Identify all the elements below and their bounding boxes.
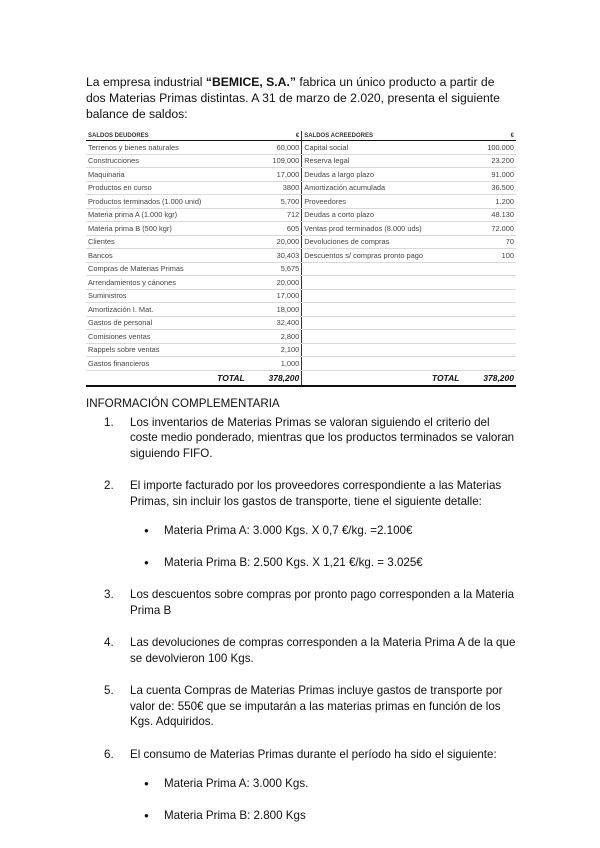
- debit-account: Comisiones ventas: [86, 330, 247, 344]
- bullet-list: [130, 776, 516, 823]
- credit-amount: [461, 357, 516, 371]
- item-text: El consumo de Materias Primas durante el período ha sido el siguiente:: [130, 747, 497, 761]
- intro-paragraph: [86, 74, 516, 122]
- debit-amount: 605: [247, 222, 302, 236]
- bullet-list: [130, 523, 516, 570]
- header-credit-unit: €: [461, 131, 516, 141]
- table-row: [86, 343, 516, 357]
- credit-amount: 48.130: [461, 208, 516, 222]
- info-item: [104, 587, 516, 618]
- total-label-credit: TOTAL: [302, 370, 462, 386]
- table-row: [86, 262, 516, 276]
- info-item: [104, 747, 516, 824]
- item-number: 6.: [104, 747, 114, 761]
- debit-amount: 30,403: [247, 249, 302, 263]
- credit-account: [302, 357, 462, 371]
- credit-account: Capital social: [302, 141, 462, 155]
- debit-amount: 3800: [247, 181, 302, 195]
- intro-post: fabrica un único producto a partir de dos Materias Primas distintas. A 31 de marzo de 2.020, presenta el siguiente balance de saldos:: [86, 75, 500, 121]
- table-header-row: [86, 131, 516, 141]
- bullet-item: ● Materia Prima A: 3.000 Kgs.: [164, 776, 516, 792]
- credit-account: [302, 289, 462, 303]
- debit-amount: 17,000: [247, 168, 302, 182]
- debit-account: Gastos de personal: [86, 316, 247, 330]
- credit-amount: [461, 343, 516, 357]
- table-row: [86, 357, 516, 371]
- table-row: [86, 154, 516, 168]
- credit-account: Devoluciones de compras: [302, 235, 462, 249]
- debit-account: Productos terminados (1.000 unid): [86, 195, 247, 209]
- header-debit: SALDOS DEUDORES: [86, 131, 247, 141]
- info-item: [104, 415, 516, 462]
- item-text: Las devoluciones de compras corresponden a la Materia Prima A de la que se devolvieron 100 Kgs.: [130, 636, 516, 665]
- credit-account: [302, 343, 462, 357]
- total-row: [86, 370, 516, 386]
- debit-amount: 712: [247, 208, 302, 222]
- table-row: [86, 330, 516, 344]
- debit-account: Compras de Materias Primas: [86, 262, 247, 276]
- company-name: “BEMICE, S.A.”: [205, 75, 296, 89]
- table-row: [86, 276, 516, 290]
- debit-account: Materia prima B (500 kgr): [86, 222, 247, 236]
- item-number: 2.: [104, 479, 114, 492]
- intro-pre: La empresa industrial: [86, 75, 206, 89]
- complementary-info: [86, 396, 516, 840]
- total-credit: 378,200: [461, 370, 516, 386]
- item-number: 1.: [104, 415, 114, 429]
- debit-amount: 32,400: [247, 316, 302, 330]
- credit-amount: [461, 303, 516, 317]
- table-row: [86, 235, 516, 249]
- table-row: [86, 141, 516, 155]
- bullet-item: ● Materia Prima B: 2.800 Kgs: [164, 808, 516, 824]
- credit-amount: 100: [461, 249, 516, 263]
- header-credit: SALDOS ACREEDORES: [302, 131, 462, 141]
- item-number: 3.: [104, 588, 114, 601]
- credit-amount: [461, 262, 516, 276]
- credit-account: Deudas a largo plazo: [302, 168, 462, 182]
- credit-amount: 72.000: [461, 222, 516, 236]
- info-list: [86, 415, 516, 824]
- credit-account: [302, 276, 462, 290]
- balance-table: [86, 131, 516, 387]
- table-row: [86, 303, 516, 317]
- debit-account: Clientes: [86, 235, 247, 249]
- credit-amount: 91.000: [461, 168, 516, 182]
- bullet-item: ● Materia Prima A: 3.000 Kgs. X 0,7 €/kg. =2.100€: [164, 523, 516, 539]
- total-label-debit: TOTAL: [86, 370, 247, 386]
- item-number: 4.: [104, 636, 114, 649]
- info-title: INFORMACIÓN COMPLEMENTARIA: [86, 397, 280, 410]
- debit-account: Amortización I. Mat.: [86, 303, 247, 317]
- credit-amount: [461, 276, 516, 290]
- debit-account: Maquinaria: [86, 168, 247, 182]
- debit-amount: 2,800: [247, 330, 302, 344]
- credit-account: Amortización acumulada: [302, 181, 462, 195]
- credit-account: Reserva legal: [302, 154, 462, 168]
- credit-amount: 100.000: [461, 141, 516, 155]
- debit-amount: 1,000: [247, 357, 302, 371]
- debit-amount: 17,000: [247, 289, 302, 303]
- credit-amount: [461, 316, 516, 330]
- credit-amount: 36.500: [461, 181, 516, 195]
- debit-account: Suministros: [86, 289, 247, 303]
- credit-account: Ventas prod terminados (8.000 uds): [302, 222, 462, 236]
- table-row: [86, 195, 516, 209]
- total-debit: 378,200: [247, 370, 302, 386]
- table-row: [86, 208, 516, 222]
- debit-amount: 5,700: [247, 195, 302, 209]
- info-item: [104, 635, 516, 666]
- credit-account: [302, 262, 462, 276]
- debit-amount: 60,000: [247, 141, 302, 155]
- bullet-item: ● Materia Prima B: 2.500 Kgs. X 1,21 €/kg. = 3.025€: [164, 555, 516, 571]
- table-row: [86, 181, 516, 195]
- credit-account: Proveedores: [302, 195, 462, 209]
- debit-amount: 20,000: [247, 235, 302, 249]
- info-item: [104, 478, 516, 570]
- debit-amount: 18,000: [247, 303, 302, 317]
- credit-amount: 23.200: [461, 154, 516, 168]
- info-item: [104, 683, 516, 730]
- header-debit-unit: €: [247, 131, 302, 141]
- table-row: [86, 316, 516, 330]
- credit-amount: [461, 330, 516, 344]
- table-row: [86, 289, 516, 303]
- debit-amount: 5,675: [247, 262, 302, 276]
- credit-account: [302, 303, 462, 317]
- credit-amount: 70: [461, 235, 516, 249]
- debit-account: Terrenos y bienes naturales: [86, 141, 247, 155]
- table-row: [86, 249, 516, 263]
- credit-account: [302, 330, 462, 344]
- table-row: [86, 222, 516, 236]
- credit-amount: 1.200: [461, 195, 516, 209]
- table-row: [86, 168, 516, 182]
- debit-amount: 2,100: [247, 343, 302, 357]
- credit-amount: [461, 289, 516, 303]
- credit-account: [302, 316, 462, 330]
- debit-account: Gastos financieros: [86, 357, 247, 371]
- item-text: La cuenta Compras de Materias Primas incluye gastos de transporte por valor de: 550€ que se imputarán a las materias primas en función de los Kgs. Adquiridos.: [130, 684, 503, 728]
- item-number: 5.: [104, 684, 114, 697]
- debit-amount: 20,000: [247, 276, 302, 290]
- debit-account: Arrendamientos y cánones: [86, 276, 247, 290]
- item-text: El importe facturado por los proveedores correspondiente a las Materias Primas, sin incluir los gastos de transporte, tiene el siguiente detalle:: [130, 479, 502, 508]
- credit-account: Descuentos s/ compras pronto pago: [302, 249, 462, 263]
- debit-account: Materia prima A (1.000 kgr): [86, 208, 247, 222]
- debit-account: Bancos: [86, 249, 247, 263]
- item-text: Los inventarios de Materias Primas se valoran siguiendo el criterio del coste medio ponderado, mientras que los productos terminados se valoran siguiendo FIFO.: [130, 415, 515, 460]
- debit-account: Rappels sobre ventas: [86, 343, 247, 357]
- item-text: Los descuentos sobre compras por pronto pago corresponden a la Materia Prima B: [130, 588, 515, 617]
- debit-account: Productos en curso: [86, 181, 247, 195]
- debit-amount: 109,000: [247, 154, 302, 168]
- credit-account: Deudas a corto plazo: [302, 208, 462, 222]
- debit-account: Construcciones: [86, 154, 247, 168]
